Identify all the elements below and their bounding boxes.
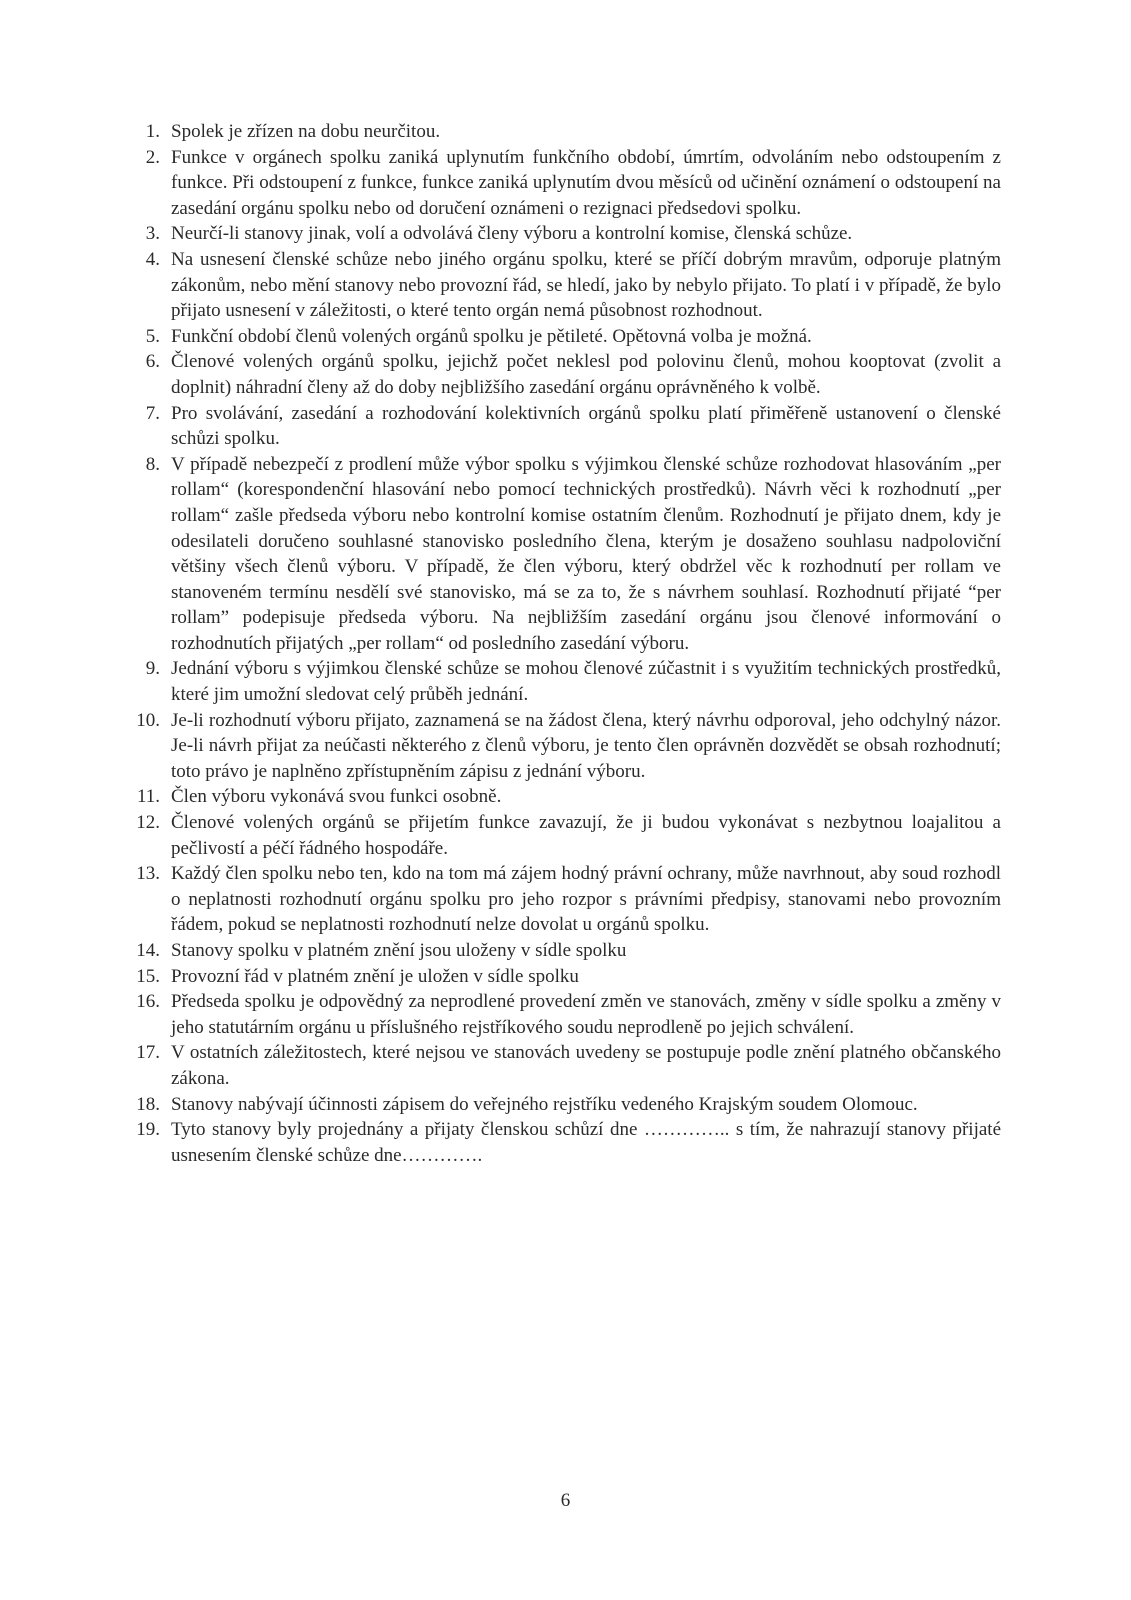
item-text: Stanovy nabývají účinnosti zápisem do veřejného rejstříku vedeného Krajským soudem Olomouc. <box>171 1093 918 1115</box>
item-text: Je-li rozhodnutí výboru přijato, zaznamená se na žádost člena, který návrhu odporoval, jeho odchylný názor. Je-li návrh přijat za neúčasti některého z členů výboru, je tento člen oprávněn dozvědět se obsah rozhodnutí; toto právo je naplněno zpřístupněním zápisu z jednání výboru. <box>171 709 1001 782</box>
list-item <box>0 1040 1131 1091</box>
list-item <box>0 401 1131 452</box>
item-number: 10. <box>136 709 160 731</box>
item-number: 1. <box>145 121 160 142</box>
item-number: 9. <box>145 658 160 680</box>
item-number: 2. <box>145 146 160 168</box>
provisions-list <box>0 119 1131 1168</box>
item-number: 7. <box>145 402 160 424</box>
item-text: Spolek je zřízen na dobu neurčitou. <box>171 121 441 142</box>
list-item <box>0 221 1131 247</box>
item-text: Na usnesení členské schůze nebo jiného orgánu spolku, které se příčí dobrým mravům, odporuje platným zákonům, nebo mění stanovy nebo provozní řád, se hledí, jako by nebylo přijato. To platí i v případě, že bylo přijato usnesení v záležitosti, o které tento orgán nemá působnost rozhodnout. <box>171 248 1001 322</box>
item-text: Pro svolávání, zasedání a rozhodování kolektivních orgánů spolku platí přiměřeně ustanovení o členské schůzi spolku. <box>171 402 1001 450</box>
page-number: 6 <box>560 1490 571 1511</box>
item-number: 19. <box>136 1119 160 1141</box>
item-text: Provozní řád v platném znění je uložen v sídle spolku <box>171 965 579 987</box>
list-item <box>0 1117 1131 1168</box>
item-text: Neurčí-li stanovy jinak, volí a odvolává členy výboru a kontrolní komise, členská schůze. <box>171 223 853 245</box>
list-item <box>0 247 1131 324</box>
list-item <box>0 810 1131 861</box>
item-text: Funkce v orgánech spolku zaniká uplynutím funkčního období, úmrtím, odvoláním nebo odstoupením z funkce. Při odstoupení z funkce, funkce zaniká uplynutím dvou měsíců od učinění oznámení o odstoupení na zasedání orgánu spolku nebo od doručení oznámeni o rezignaci předsedovi spolku. <box>171 146 1001 219</box>
item-text: Členové volených orgánů se přijetím funkce zavazují, že ji budou vykonávat s nezbytnou loajalitou a pečlivostí a péčí řádného hospodáře. <box>171 812 1001 859</box>
item-number: 13. <box>136 863 160 885</box>
item-text: Stanovy spolku v platném znění jsou uloženy v sídle spolku <box>171 940 627 961</box>
list-item <box>0 964 1131 990</box>
list-item <box>0 1092 1131 1118</box>
item-number: 4. <box>145 248 160 270</box>
list-item <box>0 452 1131 657</box>
item-number: 15. <box>136 965 160 987</box>
item-text: V případě nebezpečí z prodlení může výbor spolku s výjimkou členské schůze rozhodovat hlasováním „per rollam“ (korespondenční hlasování nebo pomocí technických prostředků). Návrh věci k rozhodnutí „per rollam“ zašle předseda výboru nebo kontrolní komise ostatním členům. Rozhodnutí je přijato dnem, kdy je odesilateli doručeno souhlasné stanovisko posledního člena, kterým je dosaženo souhlasu nadpoloviční většiny všech členů výboru. V případě, že člen výboru, který obdržel věc k rozhodnutí per rollam ve stanoveném termínu nesdělí své stanovisko, má se za to, že s návrhem souhlasí. Rozhodnutí přijaté “per rollam” podepisuje předseda výboru. Na nejbližším zasedání orgánu jsou členové informování o rozhodnutích přijatých „per rollam“ od posledního zasedání výboru. <box>171 453 1001 654</box>
list-item <box>0 324 1131 350</box>
list-item <box>0 784 1131 810</box>
item-number: 14. <box>136 940 160 961</box>
item-number: 5. <box>145 325 160 347</box>
item-text: Jednání výboru s výjimkou členské schůze se mohou členové zúčastnit i s využitím technických prostředků, které jim umožní sledovat celý průběh jednání. <box>171 658 1001 706</box>
item-number: 16. <box>136 991 160 1013</box>
list-item <box>0 349 1131 400</box>
item-number: 12. <box>136 812 160 834</box>
item-text: Členové volených orgánů spolku, jejichž počet neklesl pod polovinu členů, mohou kooptovat (zvolit a doplnit) náhradní členy až do doby nejbližšího zasedání orgánu oprávněného k volbě. <box>171 351 1001 398</box>
list-item <box>0 656 1131 707</box>
list-item <box>0 989 1131 1040</box>
item-number: 3. <box>145 223 160 245</box>
item-number: 8. <box>145 453 160 475</box>
item-text: Každý člen spolku nebo ten, kdo na tom má zájem hodný právní ochrany, může navrhnout, aby soud rozhodl o neplatnosti rozhodnutí orgánu spolku pro jeho rozpor s právními předpisy, stanovami nebo provozním řádem, pokud se neplatnosti rozhodnutí nelze dovolat u orgánů spolku. <box>171 863 1001 936</box>
list-item <box>0 861 1131 938</box>
list-item <box>0 708 1131 785</box>
item-text: Člen výboru vykonává svou funkci osobně. <box>171 786 502 808</box>
item-number: 6. <box>145 351 160 373</box>
item-text: Tyto stanovy byly projednány a přijaty členskou schůzí dne ………….. s tím, že nahrazují stanovy přijaté usnesením členské schůze dne…………. <box>171 1119 1001 1166</box>
item-number: 18. <box>136 1093 160 1115</box>
list-item <box>0 145 1131 222</box>
list-item <box>0 119 1131 145</box>
item-text: V ostatních záležitostech, které nejsou ve stanovách uvedeny se postupuje podle znění platného občanského zákona. <box>171 1042 1001 1089</box>
list-item <box>0 938 1131 964</box>
item-text: Předseda spolku je odpovědný za neprodlené provedení změn ve stanovách, změny v sídle spolku a změny v jeho statutárním orgánu u příslušného rejstříkového soudu neprodleně po jejich schválení. <box>171 991 1001 1038</box>
item-number: 11. <box>136 786 160 808</box>
item-text: Funkční období členů volených orgánů spolku je pětileté. Opětovná volba je možná. <box>171 325 812 347</box>
item-number: 17. <box>136 1042 160 1064</box>
